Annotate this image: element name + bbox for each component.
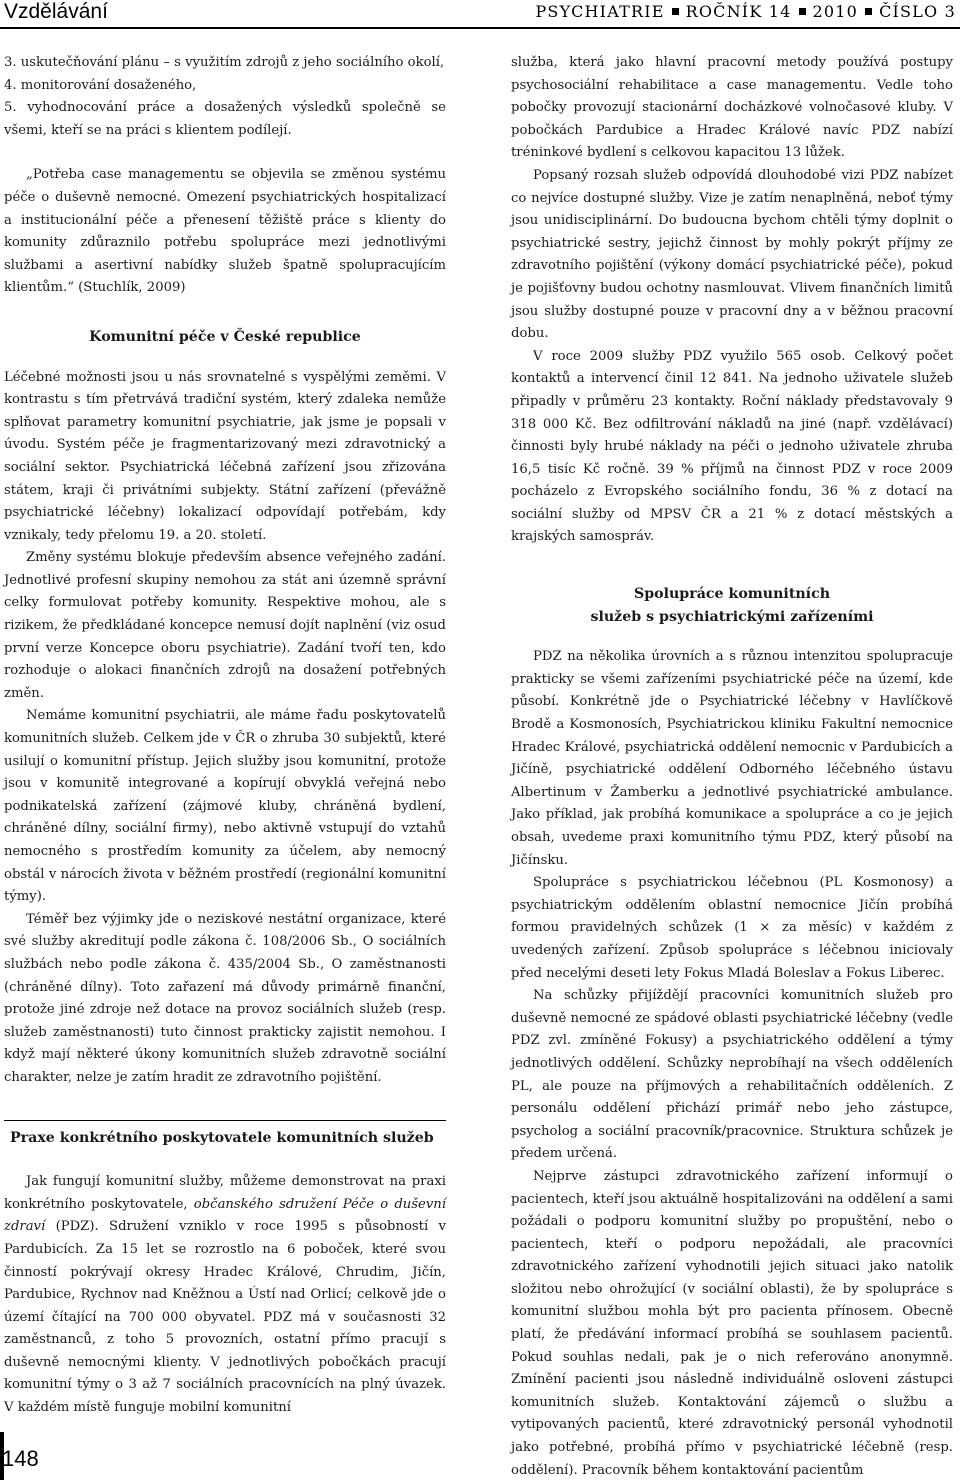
heading-spoluprace-line1: Spolupráce komunitních — [633, 586, 831, 603]
paragraph: Na schůzky přijíždějí pracovníci komunitních služeb pro duševně nemocné ze spádové oblasti psychiatrické léčebny (vedle PDZ zvl. zmíněné Fokusy) a psychiatrického oddělení a týmy jednotlivých oddělení. Schůzky neprobíhají na všech odděleních PL, ale pouze na příjmových a rehabilitačních odděleních. Z personálu oddělení přichází primář nebo jeho zástupce, psycholog a sociální pracovník/pracovnice. Struktura schůzek je předem určená. — [511, 988, 953, 1162]
heading-spoluprace-line2: služeb s psychiatrickými zařízeními — [590, 608, 874, 625]
square-bullet-icon — [672, 8, 679, 15]
journal-header — [535, 2, 956, 21]
square-bullet-icon — [865, 8, 872, 15]
right-column — [511, 52, 953, 1482]
journal-year: 2010 — [812, 2, 859, 21]
header-rule — [0, 27, 960, 29]
organization-name: občanského sdružení Péče o duševní zdraví — [4, 1196, 446, 1235]
square-bullet-icon — [799, 8, 806, 15]
paragraph: Jak fungují komunitní služby, můžeme demonstrovat na praxi konkrétního poskytovatele, občanského sdružení Péče o duševní zdraví (PDZ). Sdružení vzniklo v roce 1995 s působností v Pardubicích. Za 15 let se rozrostlo na 6 poboček, které svou činností pokrývají okresy Hradec Králové, Chrudim, Jičín, Pardubice, Rychnov nad Kněžnou a Ústí nad Orlicí; celkově jde o území čítající na 700 000 obyvatel. PDZ má v současnosti 32 zaměstnanců, z toho 5 provozních, ostatní přímo pracují s duševně nemocnými klienty. V jednotlivých pobočkách pracují komunitní týmy o 3 až 7 sociálních pracovnících na plný úvazek. V každém místě funguje mobilní komunitní — [4, 1174, 446, 1416]
paragraph: Léčebné možnosti jsou u nás srovnatelné s vyspělými zeměmi. V kontrastu s tím přetrvává tradiční systém, který zdaleka nemůže splňovat parametry komunitní psychiatrie, jak jsme je popsali v úvodu. Systém péče je fragmentarizovaný mezi zdravotnický a sociální sektor. Psychiatrická léčebná zařízení jsou zřizována státem, kraji či privátními subjekty. Státní zařízení (převážně psychiatrické léčebny) lokalizací odpovídají potřebám, kdy vznikaly, tedy přelomu 19. a 20. století. — [4, 369, 446, 543]
heading-praxe: Praxe konkrétního poskytovatele komunitních služeb — [10, 1129, 434, 1146]
page-number: 148 — [2, 1446, 39, 1471]
journal-volume: ROČNÍK 14 — [685, 2, 792, 21]
list-item: 4. monitorování dosaženého, — [4, 77, 197, 93]
list-item: 5. vyhodnocování práce a dosažených výsledků společně se všemi, kteří se na práci s klientem podílejí. — [4, 100, 446, 138]
paragraph: Popsaný rozsah služeb odpovídá dlouhodobé vizi PDZ nabízet co nejvíce dostupné služby. Vize je zatím nenaplněná, neboť týmy jsou unidisciplinární. Do budoucna bychom chtěli týmy doplnit o psychiatrické sestry, jejichž činnost by mohly pokrýt příjmy ze zdravotního pojištění (výkony domácí psychiatrické péče), pokud je pojišťovny budou ochotny nasmlouvat. Vlivem finančních limitů jsou služby dostupné pouze v pracovní dny a v běžnou pracovní dobu. — [511, 167, 953, 342]
journal-issue: ČÍSLO 3 — [879, 2, 956, 21]
paragraph: V roce 2009 služby PDZ využilo 565 osob. Celkový počet kontaktů a intervencí činil 12 841. Na jednoho uživatele služeb připadly v průměru 23 kontakty. Roční náklady představovaly 9 318 000 Kč. Bez odfiltrování nákladů na jiné (např. vzdělávací) činnosti byly hrubé náklady na péči o jednoho uživatele zhruba 16,5 tisíc Kč ročně. 39 % příjmů na činnost PDZ v roce 2009 pocházelo z Evropského sociálního fondu, 36 % z dotací na sociální služby od MPSV ČR a 21 % z dotací městských a krajských samospráv. — [511, 348, 953, 545]
list-item: 3. uskutečňování plánu – s využitím zdrojů z jeho sociálního okolí, — [4, 55, 445, 70]
goals-list — [4, 52, 446, 142]
paragraph: služba, která jako hlavní pracovní metody používá postupy psychosociální rehabilitace a case managementu. Vedle toho pobočky provozují stacionární docházkové volnočasové kluby. V pobočkách Pardubice a Hradec Králové navíc PDZ nabízí tréninkové bydlení s celkovou kapacitou 13 lůžek. — [511, 55, 953, 161]
paragraph: PDZ na několika úrovních a s různou intenzitou spolupracuje prakticky se všemi zařízeními psychiatrické péče na území, kde působí. Konkrétně jde o Psychiatrické léčebny v Havlíčkově Brodě a Kosmonosích, Psychiatrickou kliniku Fakultní nemocnice Hradec Králové, psychiatrická oddělení nemocnic v Pardubicích a Jičíně, psychiatrické oddělení Odborného léčebného ústavu Albertinum v Žamberku a jednotlivé psychiatrické ambulance. Jako příklad, jak probíhá komunikace a spolupráce a co je jejich obsah, uvedeme praxi komunitního týmu PDZ, který působí na Jičínsku. — [511, 649, 953, 868]
quote-paragraph: „Potřeba case managementu se objevila se změnou systému péče o duševně nemocné. Omezení psychiatrických hospitalizací a institucionální péče a přenesení těžiště práce s klienty do komunity zdůraznilo potřebu spolupráce mezi jednotlivými službami a asertivní nabídky služeb špatně spolupracujícím klientům.“ (Stuchlík, 2009) — [4, 167, 446, 296]
journal-name: PSYCHIATRIE — [535, 2, 665, 21]
section-title: Vzdělávání — [4, 0, 108, 23]
paragraph: Téměř bez výjimky jde o neziskové nestátní organizace, které své služby akreditují podle zákona č. 108/2006 Sb., O sociálních službách nebo podle zákona č. 435/2004 Sb., O zaměstnanosti (chráněné dílny). Toto zařazení má důvody primárně finanční, protože jiné zdroje než dotace na provoz sociálních služeb (resp. služeb zaměstnanosti) tuto činnost prakticky zajistit nemohou. I když mají některé úkony komunitních služeb zdravotně sociální charakter, nelze je zatím hradit ze zdravotního pojištění. — [4, 911, 446, 1085]
left-column — [4, 52, 446, 1420]
heading-komunitni-pece: Komunitní péče v České republice — [89, 328, 361, 345]
paragraph: Nejprve zástupci zdravotnického zařízení informují o pacientech, kteří jsou aktuálně hospitalizováni na oddělení a sami požádali o podporu komunitní služby po propuštění, nebo o pacientech, kteří o podporu nepožádali, ale pracovníci zdravotnického zařízení vyhodnotili jejich situaci jako natolik složitou nebo ohrožující (v sociální oblasti), že by spolupráce s komunitní službou mohla být pro pacienta přínosem. Obecně platí, že předávání informací probíhá se souhlasem pacientů. Pokud souhlas nedali, pak je o nich referováno anonymně. Zmínění pacienti jsou následně individuálně osloveni zástupci komunitních služeb. Kontaktování zájemců o službu a vytipovaných pacientů, které zdravotnický personál vyhodnotil jako potřebné, probíhá přímo v psychiatrické léčebně (resp. oddělení). Pracovník během kontaktování pacientům — [511, 1168, 953, 1478]
paragraph: Změny systému blokuje především absence veřejného zadání. Jednotlivé profesní skupiny nemohou za stát ani územně správní celky formulovat potřeby komunity. Respektive mohou, ale s rizikem, že předkládané koncepce nemusí dojít naplnění (viz osud první verze Koncepce oboru psychiatrie). Zadání tvoří ten, kdo rozhoduje o alokaci finančních zdrojů na dosažení potřebných změn. — [4, 550, 446, 701]
paragraph: Spolupráce s psychiatrickou léčebnou (PL Kosmonosy) a psychiatrickým oddělením oblastní nemocnice Jičín probíhá formou pravidelných schůzek (1 × za měsíc) v každém z uvedených zařízení. Způsob spolupráce s léčebnou iniciovaly před necelými deseti lety Fokus Mladá Boleslav a Fokus Liberec. — [511, 875, 953, 981]
section-rule — [4, 1120, 446, 1121]
paragraph: Nemáme komunitní psychiatrii, ale máme řadu poskytovatelů komunitních služeb. Celkem jde v ČR o zhruba 30 subjektů, které usilují o komunitní přístup. Jejich služby jsou komunitní, protože jsou v komunitě integrované a kopírují obvyklá veřejná nebo podnikatelská zařízení (zájmové kluby, chráněná bydlení, chráněné dílny, sociální firmy), nebo aktivně vstupují do vztahů nemocného s prostředím komunity za účelem, aby nemocný obstál v nárocích života v běžném prostředí (regionální komunitní týmy). — [4, 708, 446, 905]
